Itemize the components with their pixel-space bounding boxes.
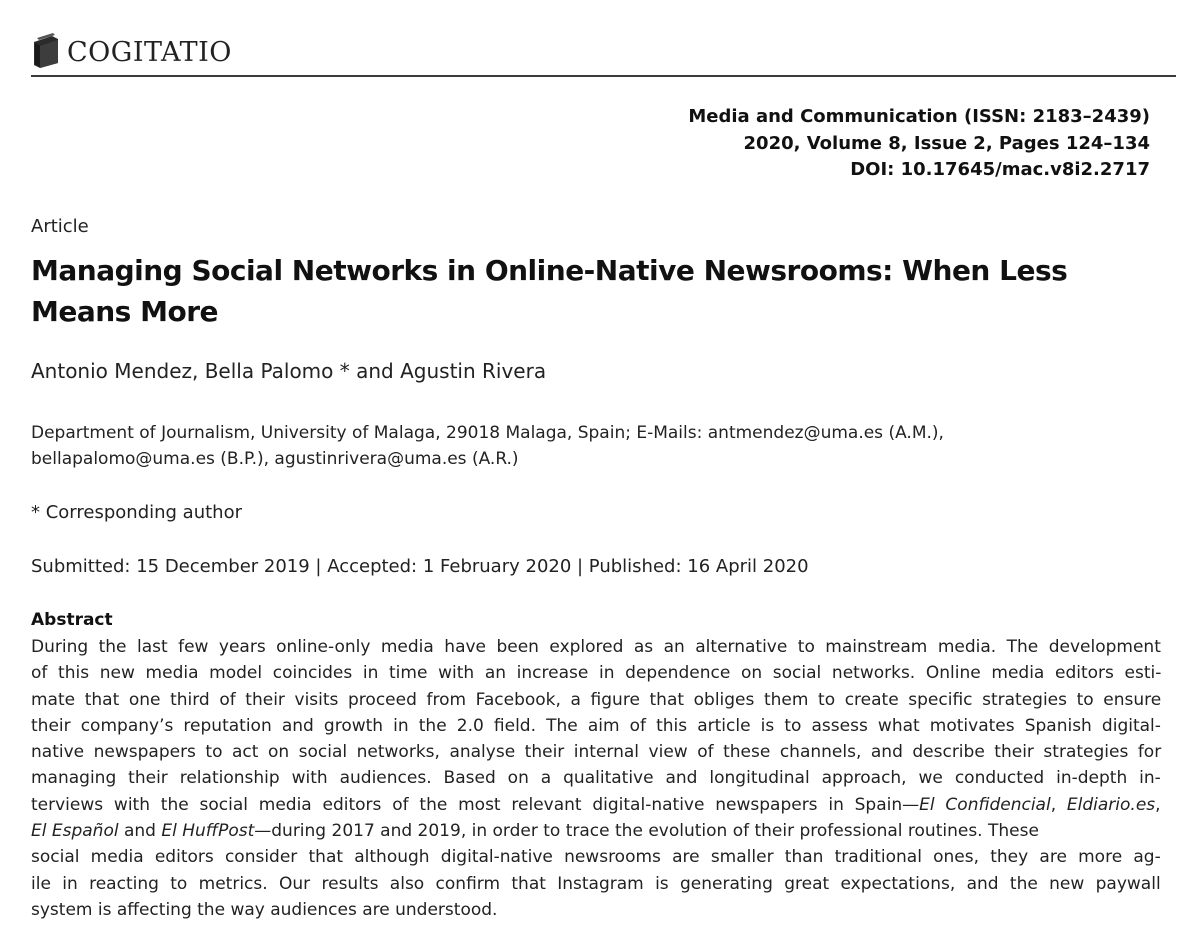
newspaper-name: Eldiario.es (1066, 794, 1156, 815)
abstract-heading: Abstract (31, 610, 113, 630)
affiliation-line: bellapalomo@uma.es (B.P.), agustinrivera@uma.es (A.R.) (31, 449, 519, 469)
publisher-name: COGITATIO (67, 36, 232, 68)
abstract-text (31, 634, 1161, 923)
newspaper-name: El Confidencial (919, 794, 1051, 815)
abstract-line: social media editors consider that although digital-native newsrooms are smaller than traditional ones, they are more ag- (31, 847, 1161, 868)
newspaper-name: El Español (31, 821, 119, 842)
article-title: Managing Social Networks in Online-Native Newsrooms: When Less Means More (31, 254, 1068, 328)
abstract-line: mate that one third of their visits proceed from Facebook, a figure that obliges them to create specific strategies to ensure (31, 689, 1162, 710)
abstract-line (31, 792, 1161, 818)
abstract-text-span: —during 2017 and 2019, in order to trace the evolution of their professional routines. These (254, 821, 1039, 842)
abstract-line: native newspapers to act on social networks, analyse their internal view of these channels, and describe their strategies for (31, 742, 1162, 763)
abstract-text-span: , (1050, 794, 1067, 815)
abstract-text-span: and (118, 821, 162, 842)
header-divider (31, 75, 1176, 77)
abstract-text-span: terviews with the social media editors of the most relevant digital-native newspapers in Spain— (31, 794, 920, 815)
abstract-line (31, 818, 1161, 844)
abstract-line: system is affecting the way audiences are understood. (31, 899, 498, 920)
abstract-line: of this new media model coincides in time with an increase in dependence on social networks. Online media editors esti- (31, 663, 1162, 684)
publisher-logo[interactable] (31, 30, 232, 70)
journal-citation (688, 104, 1150, 184)
journal-doi[interactable]: DOI: 10.17645/mac.v8i2.2717 (850, 159, 1150, 180)
publication-dates: Submitted: 15 December 2019 | Accepted: 1 February 2020 | Published: 16 April 2020 (31, 556, 809, 577)
article-type-label: Article (31, 216, 89, 237)
abstract-line: ile in reacting to metrics. Our results also confirm that Instagram is generating great expectations, and the new paywall (31, 873, 1161, 894)
author-affiliation (31, 420, 1151, 472)
affiliation-line: Department of Journalism, University of Malaga, 29018 Malaga, Spain; E-Mails: antmendez@uma.es (A.M.), (31, 423, 944, 443)
abstract-text-span: , (1155, 794, 1161, 815)
book-stack-icon (31, 32, 61, 68)
abstract-line: During the last few years online-only media have been explored as an alternative to mainstream media. The development (31, 637, 1161, 657)
abstract-line: their company’s reputation and growth in the 2.0 field. The aim of this article is to assess what motivates Spanish digital- (31, 715, 1161, 736)
corresponding-author-note: * Corresponding author (31, 502, 242, 523)
abstract-line: managing their relationship with audiences. Based on a qualitative and longitudinal approach, we conducted in-depth in- (31, 768, 1161, 789)
author-list: Antonio Mendez, Bella Palomo * and Agustin Rivera (31, 359, 547, 383)
journal-title: Media and Communication (ISSN: 2183–2439) (688, 106, 1150, 127)
newspaper-name: El HuffPost (161, 821, 255, 842)
journal-volume: 2020, Volume 8, Issue 2, Pages 124–134 (743, 132, 1150, 154)
